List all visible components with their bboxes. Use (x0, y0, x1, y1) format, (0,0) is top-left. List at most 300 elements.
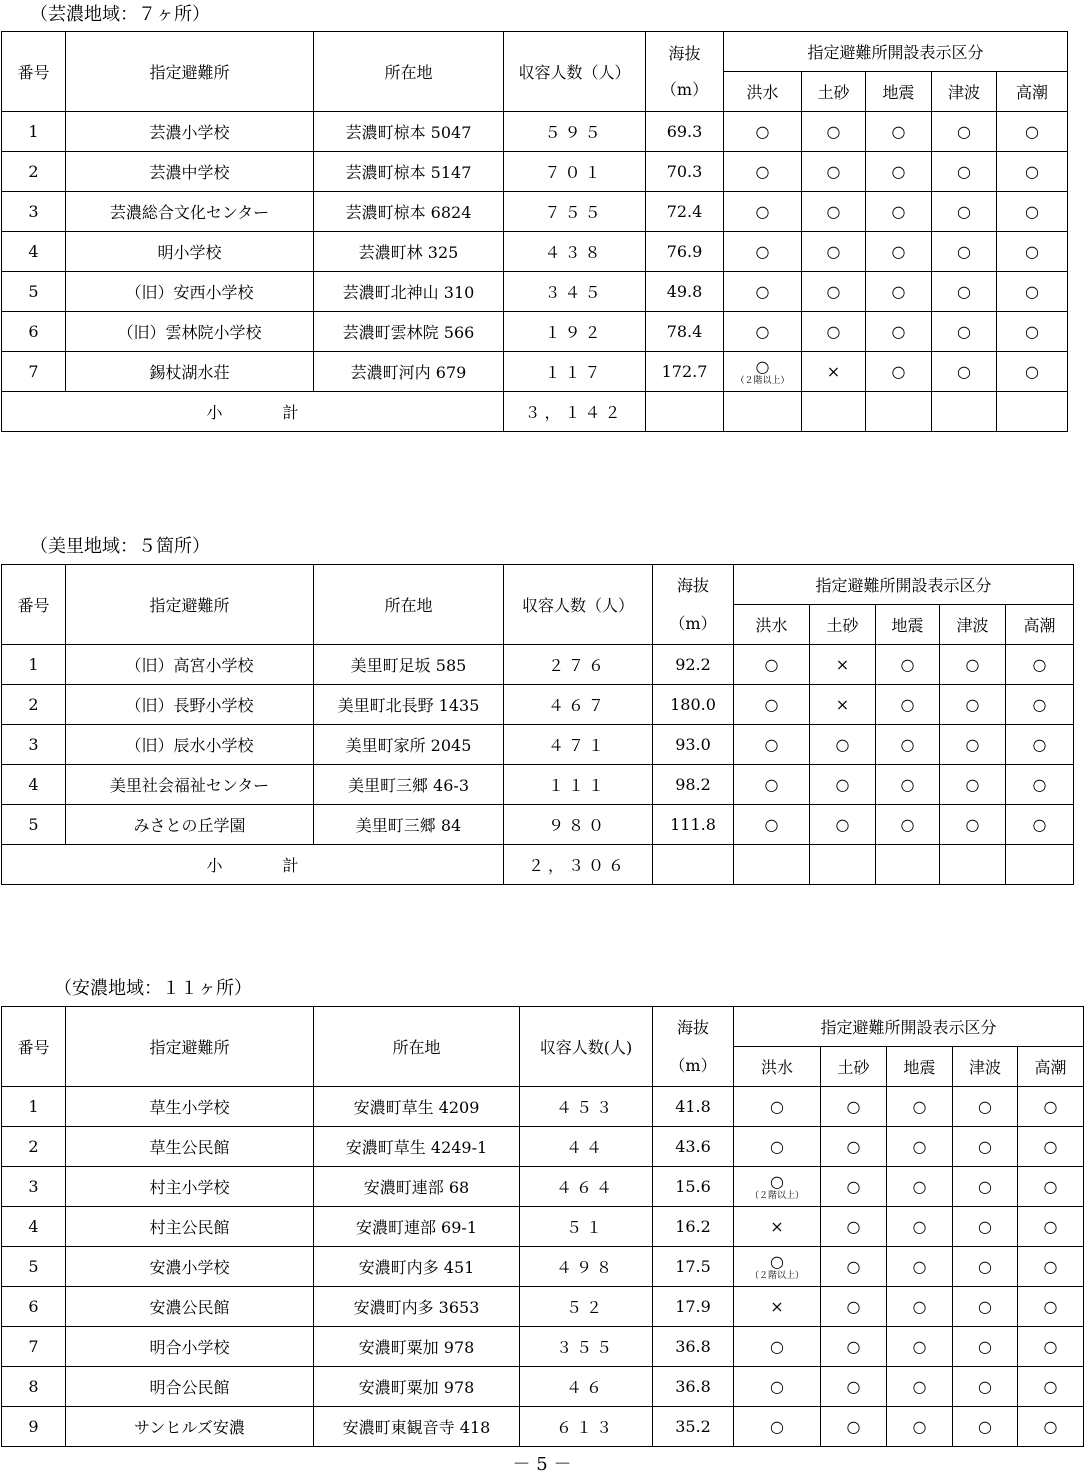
shelter-altitude: 16.2 (653, 1207, 734, 1247)
header-number: 番号 (2, 32, 66, 112)
shelter-capacity: ４６４ (520, 1167, 653, 1207)
second-floor-note: （２階以上） (749, 1190, 804, 1201)
sediment-mark: ○ (821, 1087, 887, 1127)
shelter-address: 美里町三郷 46-3 (314, 765, 504, 805)
sediment-mark: ○ (821, 1127, 887, 1167)
flood-cell (734, 1247, 821, 1287)
shelter-capacity: ４６ (520, 1367, 653, 1407)
storm-surge-mark: ○ (1018, 1367, 1084, 1407)
shelter-name: 草生小学校 (66, 1087, 314, 1127)
tsunami-mark: ○ (953, 1087, 1018, 1127)
table-row (2, 1327, 1084, 1367)
shelter-altitude: 78.4 (646, 312, 724, 352)
subtotal-label-1: 小 (206, 856, 223, 875)
subtotal-value: ２，３０６ (504, 845, 653, 885)
earthquake-mark: ○ (887, 1207, 953, 1247)
earthquake-mark: ○ (866, 312, 932, 352)
subtotal-label (2, 845, 504, 885)
shelter-altitude: 70.3 (646, 152, 724, 192)
table-row (2, 765, 1074, 805)
storm-surge-mark: ○ (1018, 1327, 1084, 1367)
header-storm-surge: 高潮 (1006, 605, 1074, 645)
table-row (2, 232, 1068, 272)
sediment-mark: ○ (810, 725, 876, 765)
flood-cell (734, 1167, 821, 1207)
empty-cell (1006, 845, 1074, 885)
shelter-address: 安濃町連部 68 (314, 1167, 520, 1207)
shelter-name: 芸濃総合文化センター (66, 192, 314, 232)
shelter-address: 芸濃町椋本 5147 (314, 152, 504, 192)
sediment-mark: × (810, 685, 876, 725)
flood-mark: ○ (770, 1251, 784, 1271)
row-number: 1 (2, 645, 66, 685)
earthquake-mark: ○ (866, 112, 932, 152)
shelter-name: 安濃小学校 (66, 1247, 314, 1287)
header-category: 指定避難所開設表示区分 (734, 1007, 1084, 1047)
shelter-altitude: 36.8 (653, 1367, 734, 1407)
tsunami-mark: ○ (932, 232, 997, 272)
shelter-table-geino (1, 31, 1068, 432)
table-row (2, 1087, 1084, 1127)
header-capacity: 収容人数（人） (504, 565, 653, 645)
subtotal-row (2, 845, 1074, 885)
earthquake-mark: ○ (887, 1167, 953, 1207)
tsunami-mark: ○ (953, 1247, 1018, 1287)
row-number: 1 (2, 1087, 66, 1127)
header-altitude-unit: （m） (660, 79, 709, 99)
earthquake-mark: ○ (887, 1087, 953, 1127)
section-title-ano: （安濃地域：１１ヶ所） (54, 978, 252, 999)
second-floor-note: （２階以上） (735, 375, 790, 386)
shelter-address: 安濃町粟加 978 (314, 1327, 520, 1367)
shelter-name: サンヒルズ安濃 (66, 1407, 314, 1447)
shelter-altitude: 49.8 (646, 272, 724, 312)
empty-cell (932, 392, 997, 432)
shelter-address: 美里町家所 2045 (314, 725, 504, 765)
tsunami-mark: ○ (940, 685, 1006, 725)
header-altitude (653, 565, 734, 645)
shelter-address: 芸濃町椋本 6824 (314, 192, 504, 232)
earthquake-mark: ○ (876, 765, 940, 805)
shelter-capacity: ５１ (520, 1207, 653, 1247)
shelter-address: 芸濃町北神山 310 (314, 272, 504, 312)
shelter-name: みさとの丘学園 (66, 805, 314, 845)
earthquake-mark: ○ (876, 725, 940, 765)
shelter-altitude: 17.9 (653, 1287, 734, 1327)
shelter-address: 安濃町草生 4249-1 (314, 1127, 520, 1167)
tsunami-mark: ○ (953, 1367, 1018, 1407)
row-number: 8 (2, 1367, 66, 1407)
header-category: 指定避難所開設表示区分 (724, 32, 1068, 72)
shelter-capacity: ７５５ (504, 192, 646, 232)
table-row (2, 1127, 1084, 1167)
storm-surge-mark: ○ (1018, 1407, 1084, 1447)
sediment-mark: ○ (802, 272, 866, 312)
sediment-mark: ○ (802, 192, 866, 232)
header-address: 所在地 (314, 1007, 520, 1087)
shelter-altitude: 17.5 (653, 1247, 734, 1287)
row-number: 4 (2, 765, 66, 805)
row-number: 1 (2, 112, 66, 152)
earthquake-mark: ○ (866, 192, 932, 232)
shelter-altitude: 36.8 (653, 1327, 734, 1367)
row-number: 7 (2, 352, 66, 392)
shelter-capacity: ４３８ (504, 232, 646, 272)
table-row (2, 272, 1068, 312)
storm-surge-mark: ○ (1006, 765, 1074, 805)
storm-surge-mark: ○ (1018, 1287, 1084, 1327)
earthquake-mark: ○ (876, 805, 940, 845)
storm-surge-mark: ○ (997, 152, 1068, 192)
shelter-altitude: 92.2 (653, 645, 734, 685)
header-shelter: 指定避難所 (66, 1007, 314, 1087)
row-number: 9 (2, 1407, 66, 1447)
shelter-table-misato (1, 564, 1074, 885)
sediment-mark: × (810, 645, 876, 685)
flood-mark: ○ (724, 152, 802, 192)
shelter-name: 明合公民館 (66, 1367, 314, 1407)
earthquake-mark: ○ (866, 232, 932, 272)
storm-surge-mark: ○ (1018, 1087, 1084, 1127)
shelter-table-ano (1, 1006, 1084, 1447)
header-category: 指定避難所開設表示区分 (734, 565, 1074, 605)
header-sediment: 土砂 (810, 605, 876, 645)
storm-surge-mark: ○ (997, 312, 1068, 352)
header-altitude (653, 1007, 734, 1087)
shelter-name: 草生公民館 (66, 1127, 314, 1167)
shelter-name: （旧）雲林院小学校 (66, 312, 314, 352)
shelter-altitude: 76.9 (646, 232, 724, 272)
earthquake-mark: ○ (887, 1327, 953, 1367)
row-number: 5 (2, 272, 66, 312)
table-row (2, 1247, 1084, 1287)
shelter-capacity: １１７ (504, 352, 646, 392)
shelter-altitude: 98.2 (653, 765, 734, 805)
shelter-altitude: 72.4 (646, 192, 724, 232)
tsunami-mark: ○ (953, 1167, 1018, 1207)
row-number: 5 (2, 1247, 66, 1287)
sediment-mark: × (802, 352, 866, 392)
header-capacity: 収容人数（人） (504, 32, 646, 112)
flood-mark: ○ (734, 1407, 821, 1447)
table-row (2, 1367, 1084, 1407)
shelter-capacity: ５９５ (504, 112, 646, 152)
header-shelter: 指定避難所 (66, 565, 314, 645)
shelter-name: 美里社会福祉センター (66, 765, 314, 805)
shelter-altitude: 15.6 (653, 1167, 734, 1207)
shelter-capacity: ９８０ (504, 805, 653, 845)
storm-surge-mark: ○ (1018, 1207, 1084, 1247)
shelter-name: 村主小学校 (66, 1167, 314, 1207)
shelter-capacity: ４７１ (504, 725, 653, 765)
shelter-name: （旧）高宮小学校 (66, 645, 314, 685)
shelter-address: 安濃町内多 451 (314, 1247, 520, 1287)
empty-cell (734, 845, 810, 885)
header-sediment: 土砂 (802, 72, 866, 112)
row-number: 4 (2, 1207, 66, 1247)
shelter-capacity: １１１ (504, 765, 653, 805)
header-flood: 洪水 (734, 1047, 821, 1087)
shelter-altitude: 35.2 (653, 1407, 734, 1447)
flood-mark: ○ (734, 685, 810, 725)
header-altitude-label: 海抜 (676, 1017, 709, 1037)
table-row (2, 192, 1068, 232)
empty-cell (646, 392, 724, 432)
row-number: 2 (2, 1127, 66, 1167)
flood-mark: ○ (724, 112, 802, 152)
flood-mark: ○ (734, 765, 810, 805)
subtotal-label-2: 計 (282, 856, 299, 875)
shelter-name: （旧）長野小学校 (66, 685, 314, 725)
sediment-mark: ○ (810, 765, 876, 805)
shelter-capacity: ７０１ (504, 152, 646, 192)
table-row (2, 352, 1068, 392)
tsunami-mark: ○ (932, 352, 997, 392)
row-number: 2 (2, 685, 66, 725)
header-altitude-label: 海抜 (676, 575, 709, 595)
header-storm-surge: 高潮 (1018, 1047, 1084, 1087)
row-number: 3 (2, 725, 66, 765)
shelter-address: 安濃町粟加 978 (314, 1367, 520, 1407)
flood-mark: × (734, 1207, 821, 1247)
shelter-name: 芸濃中学校 (66, 152, 314, 192)
storm-surge-mark: ○ (997, 192, 1068, 232)
subtotal-value: ３，１４２ (504, 392, 646, 432)
tsunami-mark: ○ (940, 765, 1006, 805)
storm-surge-mark: ○ (997, 352, 1068, 392)
shelter-name: （旧）安西小学校 (66, 272, 314, 312)
row-number: 3 (2, 1167, 66, 1207)
shelter-name: 錫杖湖水荘 (66, 352, 314, 392)
flood-mark: ○ (734, 805, 810, 845)
header-shelter: 指定避難所 (66, 32, 314, 112)
sediment-mark: ○ (821, 1167, 887, 1207)
storm-surge-mark: ○ (1006, 725, 1074, 765)
empty-cell (997, 392, 1068, 432)
flood-mark: ○ (734, 1127, 821, 1167)
storm-surge-mark: ○ (997, 272, 1068, 312)
shelter-altitude: 69.3 (646, 112, 724, 152)
row-number: 2 (2, 152, 66, 192)
section-title-misato: （美里地域：５箇所） (30, 536, 210, 557)
header-storm-surge: 高潮 (997, 72, 1068, 112)
tsunami-mark: ○ (953, 1127, 1018, 1167)
tsunami-mark: ○ (932, 112, 997, 152)
storm-surge-mark: ○ (1018, 1247, 1084, 1287)
shelter-address: 美里町三郷 84 (314, 805, 504, 845)
shelter-capacity: ６１３ (520, 1407, 653, 1447)
shelter-capacity: ４４ (520, 1127, 653, 1167)
shelter-name: （旧）辰水小学校 (66, 725, 314, 765)
table-row (2, 685, 1074, 725)
flood-mark: × (734, 1287, 821, 1327)
shelter-altitude: 43.6 (653, 1127, 734, 1167)
header-earthquake: 地震 (866, 72, 932, 112)
header-address: 所在地 (314, 565, 504, 645)
row-number: 4 (2, 232, 66, 272)
header-altitude (646, 32, 724, 112)
sediment-mark: ○ (810, 805, 876, 845)
tsunami-mark: ○ (940, 645, 1006, 685)
row-number: 6 (2, 312, 66, 352)
row-number: 7 (2, 1327, 66, 1367)
earthquake-mark: ○ (876, 685, 940, 725)
flood-mark: ○ (734, 725, 810, 765)
shelter-address: 美里町足坂 585 (314, 645, 504, 685)
tsunami-mark: ○ (932, 152, 997, 192)
shelter-capacity: ３５５ (520, 1327, 653, 1367)
sediment-mark: ○ (802, 112, 866, 152)
header-tsunami: 津波 (940, 605, 1006, 645)
table-row (2, 805, 1074, 845)
shelter-capacity: ４６７ (504, 685, 653, 725)
header-flood: 洪水 (724, 72, 802, 112)
page-number: － 5 － (512, 1454, 572, 1475)
shelter-address: 安濃町東観音寺 418 (314, 1407, 520, 1447)
sediment-mark: ○ (821, 1287, 887, 1327)
header-number: 番号 (2, 565, 66, 645)
shelter-altitude: 180.0 (653, 685, 734, 725)
earthquake-mark: ○ (887, 1127, 953, 1167)
shelter-capacity: ４９８ (520, 1247, 653, 1287)
storm-surge-mark: ○ (1006, 805, 1074, 845)
table-row (2, 1167, 1084, 1207)
tsunami-mark: ○ (932, 312, 997, 352)
shelter-address: 安濃町内多 3653 (314, 1287, 520, 1327)
table-row (2, 312, 1068, 352)
flood-mark: ○ (724, 232, 802, 272)
shelter-altitude: 93.0 (653, 725, 734, 765)
header-capacity: 収容人数(人) (520, 1007, 653, 1087)
table-row (2, 112, 1068, 152)
empty-cell (876, 845, 940, 885)
shelter-name: 明合小学校 (66, 1327, 314, 1367)
sediment-mark: ○ (821, 1407, 887, 1447)
shelter-name: 明小学校 (66, 232, 314, 272)
row-number: 5 (2, 805, 66, 845)
header-sediment: 土砂 (821, 1047, 887, 1087)
tsunami-mark: ○ (953, 1407, 1018, 1447)
header-altitude-label: 海抜 (668, 43, 701, 63)
header-altitude-unit: （m） (669, 613, 717, 633)
empty-cell (810, 845, 876, 885)
shelter-capacity: １９２ (504, 312, 646, 352)
empty-cell (802, 392, 866, 432)
storm-surge-mark: ○ (997, 112, 1068, 152)
subtotal-label (2, 392, 504, 432)
shelter-capacity: ２７６ (504, 645, 653, 685)
flood-mark: ○ (734, 1087, 821, 1127)
storm-surge-mark: ○ (1018, 1167, 1084, 1207)
sediment-mark: ○ (802, 232, 866, 272)
shelter-name: 村主公民館 (66, 1207, 314, 1247)
table-row (2, 1407, 1084, 1447)
header-number: 番号 (2, 1007, 66, 1087)
shelter-address: 芸濃町林 325 (314, 232, 504, 272)
second-floor-note: （２階以上） (749, 1270, 804, 1281)
table-row (2, 725, 1074, 765)
empty-cell (866, 392, 932, 432)
tsunami-mark: ○ (953, 1287, 1018, 1327)
empty-cell (653, 845, 734, 885)
sediment-mark: ○ (821, 1367, 887, 1407)
subtotal-label-1: 小 (206, 403, 223, 422)
tsunami-mark: ○ (940, 725, 1006, 765)
header-tsunami: 津波 (953, 1047, 1018, 1087)
earthquake-mark: ○ (866, 152, 932, 192)
table-row (2, 645, 1074, 685)
shelter-capacity: ４５３ (520, 1087, 653, 1127)
tsunami-mark: ○ (940, 805, 1006, 845)
sediment-mark: ○ (821, 1247, 887, 1287)
section-title-geino: （芸濃地域：７ヶ所） (30, 4, 210, 25)
tsunami-mark: ○ (953, 1327, 1018, 1367)
flood-mark: ○ (734, 1367, 821, 1407)
storm-surge-mark: ○ (997, 232, 1068, 272)
storm-surge-mark: ○ (1006, 645, 1074, 685)
flood-mark: ○ (770, 1171, 784, 1191)
header-earthquake: 地震 (887, 1047, 953, 1087)
tsunami-mark: ○ (953, 1207, 1018, 1247)
flood-mark: ○ (734, 645, 810, 685)
earthquake-mark: ○ (887, 1367, 953, 1407)
flood-mark: ○ (724, 312, 802, 352)
shelter-address: 芸濃町河内 679 (314, 352, 504, 392)
earthquake-mark: ○ (887, 1407, 953, 1447)
shelter-address: 安濃町草生 4209 (314, 1087, 520, 1127)
flood-mark: ○ (724, 192, 802, 232)
flood-cell (724, 352, 802, 392)
earthquake-mark: ○ (887, 1287, 953, 1327)
sediment-mark: ○ (802, 152, 866, 192)
sediment-mark: ○ (821, 1207, 887, 1247)
table-row (2, 1287, 1084, 1327)
storm-surge-mark: ○ (1018, 1127, 1084, 1167)
earthquake-mark: ○ (887, 1247, 953, 1287)
storm-surge-mark: ○ (1006, 685, 1074, 725)
earthquake-mark: ○ (876, 645, 940, 685)
tsunami-mark: ○ (932, 272, 997, 312)
tsunami-mark: ○ (932, 192, 997, 232)
table-row (2, 1207, 1084, 1247)
shelter-address: 安濃町連部 69-1 (314, 1207, 520, 1247)
header-flood: 洪水 (734, 605, 810, 645)
empty-cell (724, 392, 802, 432)
shelter-capacity: ３４５ (504, 272, 646, 312)
header-earthquake: 地震 (876, 605, 940, 645)
flood-mark: ○ (755, 356, 770, 376)
shelter-capacity: ５２ (520, 1287, 653, 1327)
shelter-name: 安濃公民館 (66, 1287, 314, 1327)
earthquake-mark: ○ (866, 352, 932, 392)
row-number: 3 (2, 192, 66, 232)
shelter-altitude: 172.7 (646, 352, 724, 392)
table-row (2, 152, 1068, 192)
flood-mark: ○ (734, 1327, 821, 1367)
subtotal-label-2: 計 (282, 403, 299, 422)
header-tsunami: 津波 (932, 72, 997, 112)
sediment-mark: ○ (802, 312, 866, 352)
earthquake-mark: ○ (866, 272, 932, 312)
empty-cell (940, 845, 1006, 885)
row-number: 6 (2, 1287, 66, 1327)
flood-mark: ○ (724, 272, 802, 312)
shelter-altitude: 41.8 (653, 1087, 734, 1127)
header-altitude-unit: （m） (669, 1055, 717, 1075)
shelter-name: 芸濃小学校 (66, 112, 314, 152)
shelter-altitude: 111.8 (653, 805, 734, 845)
header-address: 所在地 (314, 32, 504, 112)
